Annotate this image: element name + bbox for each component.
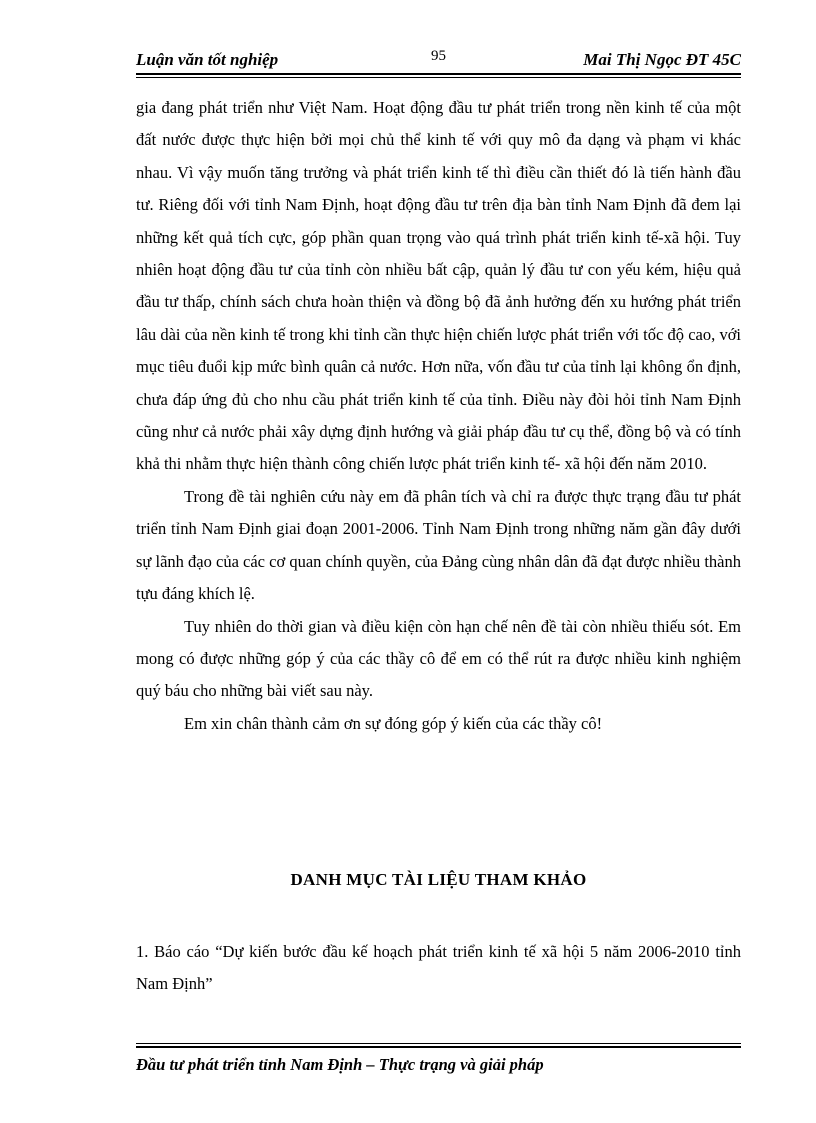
header-rule-thick xyxy=(136,73,741,75)
paragraph-2: Trong đề tài nghiên cứu này em đã phân tích và chỉ ra được thực trạng đầu tư phát triển tỉnh Nam Định giai đoạn 2001-2006. Tỉnh Nam Định trong những năm gần đây dưới sự lãnh đạo của các cơ quan chính quyền, của Đảng cùng nhân dân đã đạt được nhiều thành tựu đáng khích lệ. xyxy=(136,486,741,604)
header-author: Mai Thị Ngọc ĐT 45C xyxy=(583,50,741,69)
reference-item-1: 1. Báo cáo “Dự kiến bước đầu kế hoạch phát triển kinh tế xã hội 5 năm 2006-2010 tỉnh Nam Định” xyxy=(136,942,741,993)
header-thesis-label: Luận văn tốt nghiệp xyxy=(136,50,279,69)
header-rule-thin xyxy=(136,77,741,78)
paragraph-3: Tuy nhiên do thời gian và điều kiện còn hạn chế nên đề tài còn nhiều thiếu sót. Em mong có được những góp ý của các thầy cô để em có thể rút ra được nhiều kinh nghiệm quý báu cho những bài viết sau này. xyxy=(136,616,741,701)
body-text xyxy=(136,92,741,740)
references-title: DANH MỤC TÀI LIỆU THAM KHẢO xyxy=(290,870,587,889)
paragraph-1: gia đang phát triển như Việt Nam. Hoạt động đầu tư phát triển trong nền kinh tế của một đất nước được thực hiện bởi mọi chủ thể kinh tế với quy mô đa dạng và phạm vi khác nhau. Vì vậy muốn tăng trưởng và phát triển kinh tế thì điều cần thiết đó là tiến hành đầu tư. Riêng đối với tỉnh Nam Định, hoạt động đầu tư trên địa bàn tỉnh Nam Định đã đem lại những kết quả tích cực, góp phần quan trọng vào quá trình phát triển kinh tế-xã hội. Tuy nhiên hoạt động đầu tư của tỉnh còn nhiều bất cập, quản lý đầu tư con yếu kém, hiệu quả đầu tư thấp, chính sách chưa hoàn thiện và đồng bộ đã ảnh hưởng đến xu hướng phát triển lâu dài của nền kinh tế trong khi tỉnh cần thực hiện chiến lược phát triển với tốc độ cao, với mục tiêu đuổi kịp mức bình quân cả nước. Hơn nữa, vốn đầu tư của tỉnh lại không ổn định, chưa đáp ứng đủ cho nhu cầu phát triển kinh tế của tỉnh. Điều này đòi hỏi tỉnh Nam Định cũng như cả nước phải xây dựng định hướng và giải pháp đầu tư cụ thể, đồng bộ và có tính khả thi nhằm thực hiện thành công chiến lược phát triển kinh tế- xã hội đến năm 2010. xyxy=(136,98,741,474)
page-header xyxy=(136,46,741,74)
footer-rule-thick xyxy=(136,1046,741,1048)
page-number: 95 xyxy=(431,48,446,64)
page-footer: Đầu tư phát triển tỉnh Nam Định – Thực trạng và giải pháp xyxy=(136,1055,544,1074)
footer-rule-thin xyxy=(136,1043,741,1044)
paragraph-4: Em xin chân thành cảm ơn sự đóng góp ý kiến của các thầy cô! xyxy=(184,713,603,733)
